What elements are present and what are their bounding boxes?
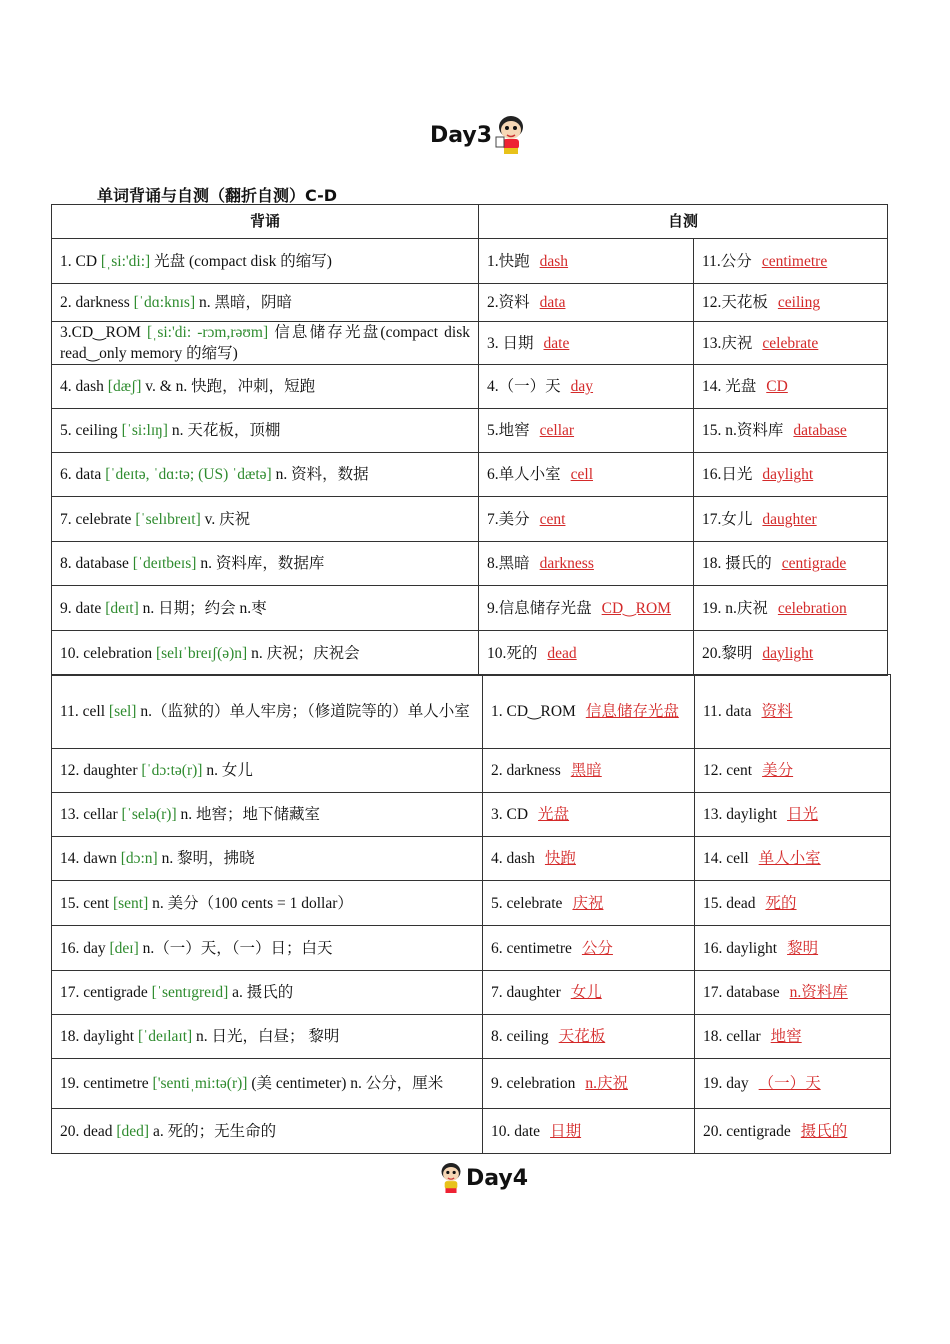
cartoon-boy-icon (436, 1158, 466, 1198)
quiz-cell-left (483, 926, 695, 971)
vocab-word: 11. cell (60, 703, 106, 720)
vocab-entry (52, 284, 479, 322)
quiz-cell-right (695, 881, 891, 926)
quiz-cell-left (479, 322, 694, 365)
vocab-entry (52, 881, 483, 926)
meaning: n. 天花板，顶棚 (167, 422, 281, 439)
quiz-prompt: 12.天花板 (702, 294, 768, 311)
quiz-prompt: 13. daylight (703, 806, 778, 823)
quiz-cell-left (483, 881, 695, 926)
vocab-word: 1. CD (60, 252, 98, 270)
quiz-prompt: 17. database (703, 984, 780, 1001)
table-row (52, 453, 888, 497)
meaning: v. 庆祝 (200, 510, 251, 528)
vocab-table-part2 (51, 674, 891, 1154)
meaning: n. 资料库，数据库 (196, 555, 325, 572)
quiz-answer: 光盘 (538, 806, 570, 823)
quiz-answer: 美分 (762, 762, 794, 779)
meaning: n. 地窖；地下储藏室 (176, 806, 321, 823)
vocab-entry (52, 542, 479, 586)
quiz-prompt: 10. date (491, 1122, 541, 1140)
quiz-prompt: 4.（一）天 (487, 378, 561, 395)
table-row (52, 322, 888, 365)
quiz-prompt: 4. dash (491, 850, 535, 867)
quiz-prompt: 17.女儿 (702, 510, 753, 528)
section-subtitle: 单词背诵与自测（翻折自测）C-D (97, 186, 338, 205)
vocab-entry (52, 926, 483, 971)
quiz-answer: database (793, 422, 847, 439)
meaning: n. 日期；约会 n.枣 (138, 599, 267, 617)
table-row (52, 971, 891, 1015)
table-row (52, 239, 888, 284)
vocab-word: 9. date (60, 599, 102, 617)
quiz-answer: dash (539, 252, 569, 270)
quiz-cell-left (479, 542, 694, 586)
vocab-entry (52, 837, 483, 881)
quiz-cell-left (479, 586, 694, 631)
quiz-cell-right (695, 1109, 891, 1154)
quiz-cell-right (695, 793, 891, 837)
quiz-cell-right (695, 1059, 891, 1109)
meaning: 信息储存光盘(compact disk read‿only memory 的缩写) (60, 324, 470, 362)
quiz-prompt: 19. day (703, 1075, 749, 1092)
quiz-answer: 资料 (761, 703, 793, 720)
quiz-prompt: 9.信息储存光盘 (487, 599, 592, 617)
quiz-answer: data (539, 294, 566, 311)
vocab-word: 13. cellar (60, 806, 118, 823)
phonetic: [ˈsi:lɪŋ] (121, 422, 168, 439)
quiz-prompt: 7.美分 (487, 510, 530, 528)
phonetic: [dæʃ] (107, 378, 142, 395)
day3-title (430, 113, 530, 157)
quiz-prompt: 6. centimetre (491, 939, 572, 957)
phonetic: [ˌsi:'di:] (100, 252, 151, 270)
quiz-answer: daughter (762, 510, 817, 528)
quiz-prompt: 8.黑暗 (487, 555, 530, 572)
phonetic: [ded] (116, 1122, 150, 1140)
vocab-entry (52, 586, 479, 631)
quiz-answer: ceiling (777, 294, 821, 311)
phonetic: [sent] (112, 894, 149, 912)
table-row (52, 881, 891, 926)
quiz-answer: celebrate (762, 334, 819, 352)
meaning: (美 centimeter) n. 公分，厘米 (247, 1075, 444, 1092)
quiz-answer: celebration (777, 599, 847, 617)
quiz-answer: 庆祝 (572, 894, 604, 912)
vocab-word: 6. data (60, 466, 102, 483)
vocab-word: 4. dash (60, 378, 104, 395)
quiz-answer: 日期 (550, 1122, 582, 1140)
phonetic: [deɪ] (109, 939, 139, 957)
quiz-answer: 快跑 (544, 850, 576, 867)
quiz-answer: 黑暗 (570, 762, 602, 779)
quiz-cell-left (483, 971, 695, 1015)
phonetic: [ˈsentɪgreɪd] (151, 984, 229, 1001)
table-row (52, 497, 888, 542)
meaning: n. 庆祝；庆祝会 (247, 644, 360, 662)
quiz-cell-left (483, 1109, 695, 1154)
quiz-prompt: 3. CD (491, 806, 529, 823)
table-row (52, 586, 888, 631)
quiz-cell-right (694, 631, 888, 676)
quiz-prompt: 14. cell (703, 850, 749, 867)
phonetic: [ˈselıbreıt] (135, 510, 201, 528)
quiz-prompt: 2.资料 (487, 294, 530, 311)
quiz-cell-right (695, 837, 891, 881)
quiz-prompt: 1. CD‿ROM (491, 703, 576, 720)
table-row (52, 926, 891, 971)
header-test: 自测 (479, 205, 888, 239)
quiz-prompt: 18. cellar (703, 1028, 761, 1045)
vocab-entry (52, 1015, 483, 1059)
meaning: a. 摄氏的 (228, 984, 294, 1001)
quiz-prompt: 10.死的 (487, 644, 538, 662)
quiz-answer: cellar (539, 422, 575, 439)
vocab-entry (52, 1059, 483, 1109)
quiz-cell-right (694, 497, 888, 542)
table-header-row (52, 205, 888, 239)
phonetic: [ˌsi:'di: -rɔm,rəʊm] (147, 324, 269, 341)
quiz-cell-left (483, 1059, 695, 1109)
meaning: 光盘 (compact disk 的缩写) (150, 252, 332, 270)
quiz-answer: 摄氏的 (800, 1122, 848, 1140)
meaning: n. 女儿 (202, 762, 253, 779)
vocab-entry (52, 793, 483, 837)
quiz-answer: （一）天 (758, 1075, 821, 1092)
quiz-cell-right (695, 1015, 891, 1059)
day4-label: Day4 (466, 1165, 529, 1191)
vocab-entry (52, 675, 483, 749)
cartoon-boy-icon (492, 113, 530, 157)
table-row (52, 1015, 891, 1059)
quiz-answer: n.庆祝 (585, 1075, 628, 1092)
quiz-cell-right (695, 749, 891, 793)
vocab-entry (52, 365, 479, 409)
quiz-cell-left (483, 837, 695, 881)
meaning: a. 死的；无生命的 (149, 1122, 277, 1140)
quiz-answer: 死的 (765, 894, 797, 912)
quiz-answer: CD‿ROM (601, 599, 671, 617)
quiz-cell-left (479, 497, 694, 542)
table-row (52, 1109, 891, 1154)
table-row (52, 409, 888, 453)
vocab-word: 10. celebration (60, 644, 153, 662)
vocab-entry (52, 631, 479, 676)
meaning: n.（一）天，（一）日；白天 (138, 939, 333, 957)
vocab-entry (52, 409, 479, 453)
quiz-cell-left (479, 409, 694, 453)
phonetic: [ˈdeɪtə, ˈdɑ:tə; (US) ˈdætə] (105, 466, 272, 483)
quiz-cell-right (694, 239, 888, 284)
quiz-answer: daylight (762, 644, 814, 662)
vocab-entry (52, 453, 479, 497)
quiz-answer: cent (539, 510, 566, 528)
quiz-prompt: 13.庆祝 (702, 334, 753, 352)
quiz-prompt: 11.公分 (702, 252, 752, 270)
quiz-cell-right (694, 322, 888, 365)
vocab-word: 12. daughter (60, 762, 138, 779)
meaning: n. 黎明，拂晓 (157, 850, 255, 867)
quiz-prompt: 12. cent (703, 762, 753, 779)
quiz-cell-left (479, 631, 694, 676)
quiz-prompt: 5. celebrate (491, 894, 563, 912)
quiz-cell-right (695, 971, 891, 1015)
vocab-word: 8. database (60, 555, 129, 572)
vocab-entry (52, 239, 479, 284)
quiz-prompt: 2. darkness (491, 762, 561, 779)
phonetic: [ˈselə(r)] (121, 806, 177, 823)
vocab-entry (52, 322, 479, 365)
quiz-prompt: 7. daughter (491, 984, 561, 1001)
phonetic: [deɪt] (105, 599, 139, 617)
quiz-answer: 女儿 (570, 984, 602, 1001)
table-row (52, 837, 891, 881)
phonetic: [ˈdɑ:knɪs] (133, 294, 196, 311)
quiz-answer: 地窖 (770, 1028, 802, 1045)
quiz-cell-right (695, 926, 891, 971)
quiz-answer: cell (570, 466, 594, 483)
quiz-answer: date (543, 334, 570, 352)
quiz-prompt: 9. celebration (491, 1075, 576, 1092)
vocab-word: 3.CD‿ROM (60, 324, 141, 341)
meaning: n. 日光，白昼； 黎明 (192, 1028, 340, 1045)
table-row (52, 675, 891, 749)
quiz-prompt: 1.快跑 (487, 252, 530, 270)
table-row (52, 1059, 891, 1109)
vocab-entry (52, 497, 479, 542)
vocab-word: 18. daylight (60, 1028, 135, 1045)
quiz-answer: CD (766, 378, 788, 395)
quiz-answer: n.资料库 (789, 984, 848, 1001)
vocab-entry (52, 971, 483, 1015)
quiz-prompt: 5.地窖 (487, 422, 530, 439)
quiz-prompt: 18. 摄氏的 (702, 555, 772, 572)
phonetic: [dɔ:n] (120, 850, 158, 867)
vocab-word: 17. centigrade (60, 984, 148, 1001)
vocab-word: 7. celebrate (60, 510, 132, 528)
quiz-answer: darkness (539, 555, 594, 572)
quiz-cell-right (694, 586, 888, 631)
phonetic: [ˈdɔ:tə(r)] (141, 762, 203, 779)
quiz-answer: 单人小室 (758, 850, 821, 867)
meaning: n. 资料，数据 (271, 466, 369, 483)
quiz-cell-right (694, 453, 888, 497)
vocab-word: 20. dead (60, 1122, 113, 1140)
phonetic: [sel] (108, 703, 137, 720)
quiz-answer: 黎明 (787, 939, 819, 957)
quiz-prompt: 6.单人小室 (487, 466, 561, 483)
quiz-prompt: 15. n.资料库 (702, 422, 784, 439)
quiz-answer: day (570, 378, 594, 395)
quiz-prompt: 14. 光盘 (702, 378, 757, 395)
phonetic: [selɪˈbreɪʃ(ə)n] (155, 644, 248, 662)
quiz-cell-right (694, 542, 888, 586)
quiz-cell-right (694, 409, 888, 453)
quiz-cell-left (479, 284, 694, 322)
quiz-cell-left (479, 453, 694, 497)
vocab-entry (52, 1109, 483, 1154)
quiz-cell-left (483, 793, 695, 837)
quiz-prompt: 20. centigrade (703, 1122, 791, 1140)
vocab-word: 19. centimetre (60, 1075, 149, 1092)
quiz-answer: centigrade (781, 555, 847, 572)
vocab-table-part1 (51, 204, 888, 676)
quiz-cell-right (694, 365, 888, 409)
phonetic: [ˈdeɪtbeɪs] (132, 555, 197, 572)
quiz-cell-left (479, 239, 694, 284)
quiz-answer: dead (547, 644, 577, 662)
quiz-prompt: 20.黎明 (702, 644, 753, 662)
header-recite: 背诵 (52, 205, 479, 239)
vocab-word: 16. day (60, 939, 106, 957)
meaning: n.（监狱的）单人牢房；（修道院等的）单人小室 (136, 703, 470, 720)
vocab-word: 2. darkness (60, 294, 130, 311)
table-row (52, 542, 888, 586)
phonetic: ['sentiˌmi:tə(r)] (152, 1075, 248, 1092)
quiz-prompt: 15. dead (703, 894, 756, 912)
table-row (52, 365, 888, 409)
quiz-answer: daylight (762, 466, 814, 483)
meaning: n. 美分（100 cents = 1 dollar） (148, 894, 353, 912)
quiz-cell-left (483, 749, 695, 793)
quiz-prompt: 16.日光 (702, 466, 753, 483)
table-row (52, 793, 891, 837)
day3-label: Day3 (430, 122, 493, 148)
quiz-answer: 天花板 (558, 1028, 606, 1045)
phonetic: [ˈdeɪlaɪt] (137, 1028, 193, 1045)
quiz-answer: centimetre (761, 252, 828, 270)
table-row (52, 284, 888, 322)
quiz-prompt: 16. daylight (703, 939, 778, 957)
quiz-cell-right (695, 675, 891, 749)
quiz-answer: 日光 (787, 806, 819, 823)
quiz-cell-right (694, 284, 888, 322)
quiz-cell-left (483, 1015, 695, 1059)
quiz-prompt: 11. data (703, 703, 752, 720)
quiz-prompt: 3. 日期 (487, 334, 534, 352)
quiz-cell-left (479, 365, 694, 409)
meaning: n. 黑暗，阴暗 (195, 294, 293, 311)
quiz-cell-left (483, 675, 695, 749)
vocab-word: 5. ceiling (60, 422, 118, 439)
table-row (52, 631, 888, 676)
vocab-word: 14. dawn (60, 850, 117, 867)
vocab-word: 15. cent (60, 894, 110, 912)
quiz-prompt: 8. ceiling (491, 1028, 549, 1045)
table-row (52, 749, 891, 793)
meaning: v. & n. 快跑，冲刺，短跑 (141, 378, 316, 395)
day4-title (436, 1158, 528, 1198)
quiz-answer: 公分 (581, 939, 613, 957)
quiz-prompt: 19. n.庆祝 (702, 599, 768, 617)
quiz-answer: 信息储存光盘 (585, 703, 679, 720)
vocab-entry (52, 749, 483, 793)
